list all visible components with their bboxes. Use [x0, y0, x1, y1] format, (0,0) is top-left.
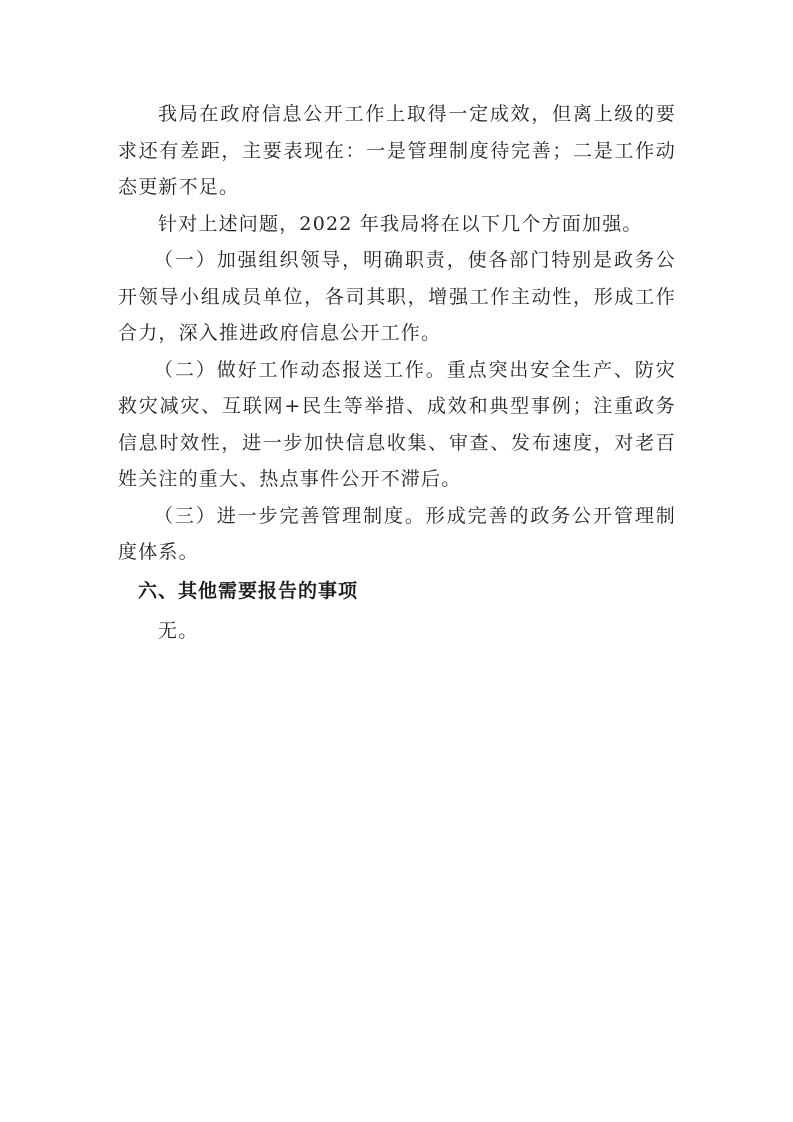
- paragraph-improvement-intro: 针对上述问题，2022 年我局将在以下几个方面加强。: [158, 212, 643, 235]
- paragraph-measure-2: （二）做好工作动态报送工作。重点突出安全生产、防灾救灾减灾、互联网+民生等举措、成效和典型事例；注重政务信息时效性，进一步加快信息收集、审查、发布速度，对老百姓关注的重大、热点事件公开不滞后。: [118, 358, 676, 490]
- paragraph-measure-1: （一）加强组织领导，明确职责，使各部门特别是政务公开领导小组成员单位，各司其职，增强工作主动性，形成工作合力，深入推进政府信息公开工作。: [118, 249, 676, 344]
- document-body: [118, 96, 676, 649]
- paragraph-shortcomings: 我局在政府信息公开工作上取得一定成效，但离上级的要求还有差距，主要表现在：一是管理制度待完善；二是工作动态更新不足。: [118, 103, 676, 198]
- paragraph-none: 无。: [158, 619, 199, 642]
- section-heading-other-matters: 六、其他需要报告的事项: [138, 579, 359, 602]
- paragraph-measure-3: （三）进一步完善管理制度。形成完善的政务公开管理制度体系。: [118, 504, 676, 563]
